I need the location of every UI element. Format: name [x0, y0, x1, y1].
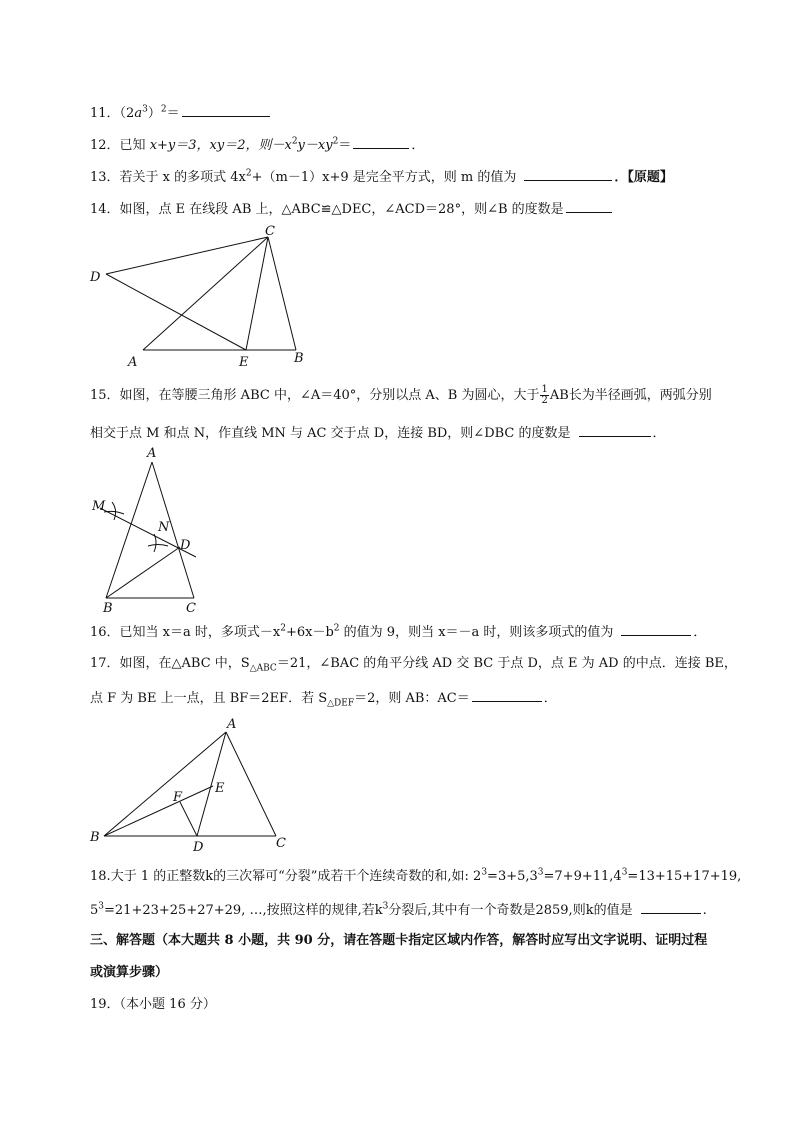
q18-t2: =7+9+11,4	[543, 869, 622, 884]
label-M: M	[92, 499, 106, 514]
section-3-line2: 或演算步骤）	[90, 965, 169, 980]
frac-den: 2	[541, 395, 548, 406]
section-3-line1: 三、解答题（本大题共 8 小题，共 90 分，请在答题卡指定区域内作答，解答时应写出文字说明、证明过程	[90, 933, 708, 948]
answer-blank	[641, 900, 701, 914]
question-19	[90, 996, 216, 1014]
label-C: C	[265, 224, 275, 239]
q17-text4: ＝2，则 AB：AC＝	[354, 691, 470, 706]
section-3-heading	[90, 932, 707, 950]
q15-text1: 如图，在等腰三角形 ABC 中，∠A＝40°，分别以点 A、B 为圆心，大于	[119, 388, 540, 403]
q18-text1: 大于 1 的正整数k的三次幂可“分裂”成若干个连续奇数的和,如: 2	[110, 869, 482, 884]
q18-t4: 5	[90, 903, 99, 918]
q18-exp3: 3	[621, 867, 628, 878]
q17-end: ．	[543, 691, 557, 706]
q18-t3: =13+15+17+19,	[627, 869, 742, 884]
label-A: A	[147, 446, 157, 461]
q15-end: ．	[652, 426, 666, 441]
label-E: E	[239, 355, 249, 370]
q11-text: （2	[119, 106, 135, 121]
q17-sub1: △ABC	[249, 663, 277, 674]
q12-exp2: 2	[332, 136, 339, 147]
q11-eq: ＝	[166, 106, 180, 121]
question-18-line2	[90, 900, 707, 920]
q12-expr2: y－xy	[297, 138, 333, 153]
q16-text2: +6x－b	[285, 625, 334, 640]
label-N: N	[158, 520, 170, 535]
frac-num: 1	[541, 384, 548, 395]
q12-end: ．	[411, 138, 425, 153]
label-C: C	[276, 836, 286, 851]
q17-sub2: △DEF	[327, 698, 355, 709]
q17-text1: 如图，在△ABC 中，S	[119, 656, 250, 671]
q18-exp2: 3	[537, 867, 544, 878]
q16-number: 16．	[90, 625, 120, 640]
q14-text: 如图，点 E 在线段 AB 上，△ABC≌△DEC，∠ACD＝28°，则∠B 的度数是	[119, 202, 564, 217]
label-F: F	[173, 790, 183, 805]
label-A: A	[227, 717, 237, 732]
label-D: D	[90, 270, 101, 285]
q16-end: ．	[693, 625, 707, 640]
label-E: E	[215, 781, 225, 796]
q13-number: 13．	[90, 170, 120, 185]
q15-text2: AB长为半径画弧，两弧分别	[549, 388, 712, 403]
q16-text3: 的值为 9，则当 x＝－a 时，则该多项式的值为	[339, 625, 614, 640]
q13-text2: +（m－1）x+9 是完全平方式，则 m 的值为	[251, 170, 517, 185]
q18-exp1: 3	[481, 867, 488, 878]
q13-exp: 2	[245, 168, 252, 179]
q11-exp2: 2	[160, 104, 167, 115]
q18-end: .	[702, 903, 707, 918]
section-3-heading-cont	[90, 964, 168, 982]
q12-number: 12．	[90, 138, 120, 153]
q19-text: 19．（本小题 16 分）	[90, 997, 216, 1012]
q16-exp2: 2	[333, 623, 340, 634]
q12-eq: ＝	[338, 138, 352, 153]
q11-number: 11．	[90, 106, 120, 121]
question-18-line1	[90, 868, 741, 886]
label-C: C	[186, 601, 196, 616]
label-B: B	[294, 351, 304, 366]
q16-text1: 已知当 x＝a 时，多项式－x	[119, 625, 281, 640]
q13-text: 若关于 x 的多项式 4x	[119, 170, 246, 185]
q15-text3: 相交于点 M 和点 N，作直线 MN 与 AC 交于点 D，连接 BD，则∠DBC 的度数是	[90, 426, 571, 441]
label-B: B	[90, 830, 100, 845]
q14-number: 14．	[90, 202, 120, 217]
q12-exp1: 2	[291, 136, 298, 147]
label-D: D	[193, 840, 204, 855]
q17-text3: 点 F 为 BE 上一点，且 BF＝2EF．若 S	[90, 691, 328, 706]
q12-prefix: 已知	[119, 138, 150, 153]
q18-exp5: 3	[382, 901, 389, 912]
q18-t6: 分裂后,其中有一个奇数是2859,则k的值是	[388, 903, 633, 918]
q15-number: 15．	[90, 388, 120, 403]
q12-expr: x+y＝3，xy＝2，则－x	[149, 138, 292, 153]
q18-t1: =3+5,3	[487, 869, 538, 884]
label-D: D	[180, 538, 191, 553]
q17-text2: ＝21，∠BAC 的角平分线 AD 交 BC 于点 D，点 E 为 AD 的中点．连接 BE，	[276, 656, 737, 671]
label-B: B	[103, 601, 113, 616]
q13-tag: ．【原题】	[614, 170, 673, 185]
q16-exp1: 2	[280, 623, 286, 634]
q18-exp4: 3	[98, 901, 105, 912]
q11-close: ）	[147, 106, 161, 121]
label-A: A	[128, 355, 138, 370]
q17-number: 17．	[90, 656, 120, 671]
q11-var: a	[134, 106, 143, 121]
q18-number: 18.	[90, 869, 111, 884]
q18-t5: =21+23+25+27+29, …,按照这样的规律,若k	[104, 903, 383, 918]
q11-exp: 3	[142, 104, 148, 115]
